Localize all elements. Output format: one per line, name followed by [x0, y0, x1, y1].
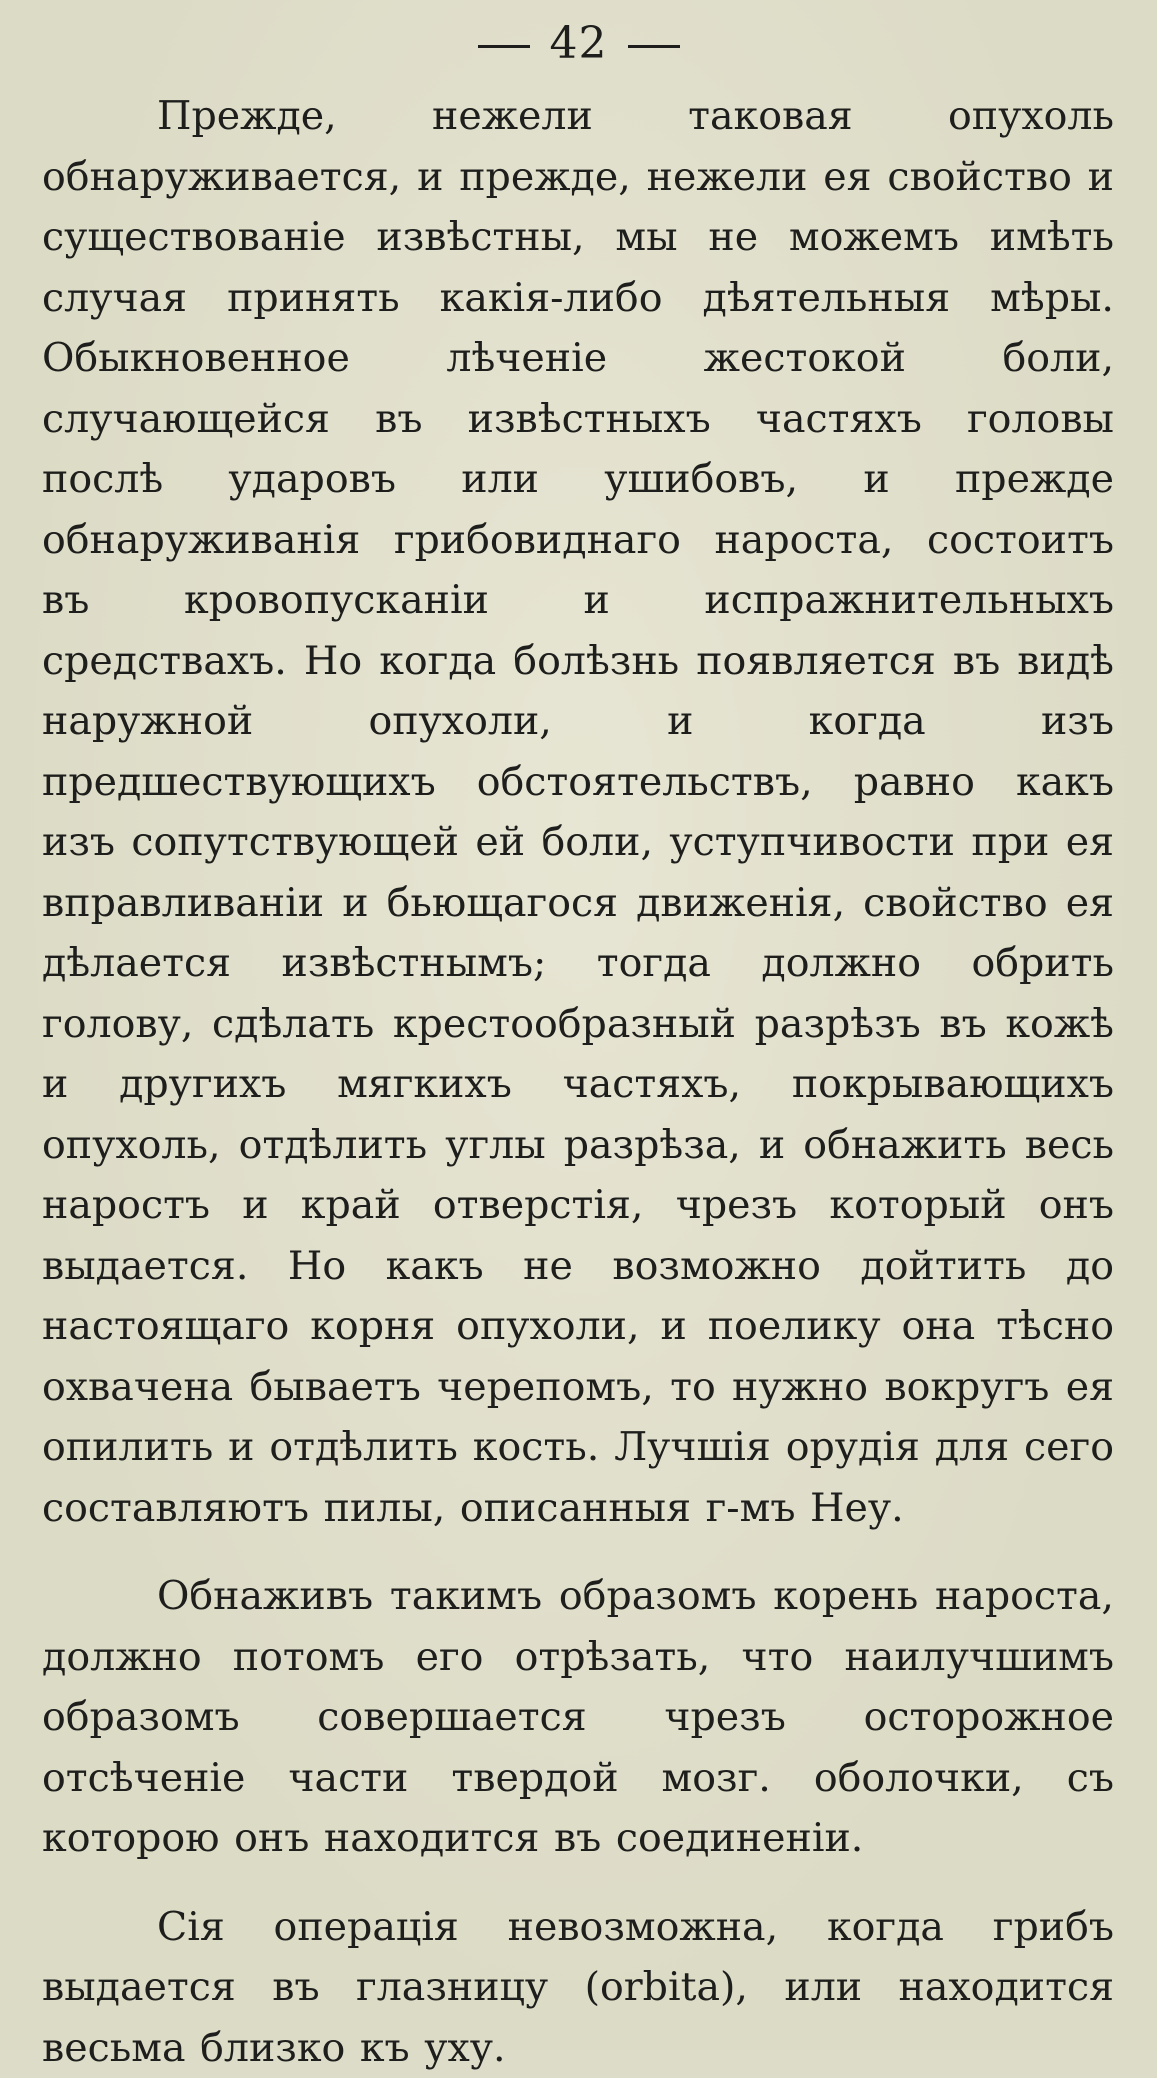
paragraph-1: Прежде, нежели таковая опухоль обнаруживается, и прежде, нежели ея свойство и существованіе извѣстны, мы не можемъ имѣть случая принять какія-либо дѣятельныя мѣры. Обыкновенное лѣченіе жестокой боли, случающейся въ извѣстныхъ частяхъ головы послѣ ударовъ или ушибовъ, и прежде обнаруживанія грибовиднаго нароста, состоитъ въ кровопусканіи и испражнительныхъ средствахъ. Но когда болѣзнь появляется въ видѣ наружной опухоли, и когда изъ предшествующихъ обстоятельствъ, равно какъ изъ сопутствующей ей боли, уступчивости при ея вправливаніи и бьющагося движенія, свойство ея дѣлается извѣстнымъ; тогда должно обрить голову, сдѣлать крестообразный разрѣзъ въ кожѣ и другихъ мягкихъ частяхъ, покрывающихъ опухоль, отдѣлить углы разрѣза, и обнажить весь наростъ и край отверстія, чрезъ который онъ выдается. Но какъ не возможно дойтить до настоящаго корня опухоли, и поелику она тѣсно охвачена бываетъ черепомъ, то нужно вокругъ ея опилить и отдѣлить кость. Лучшія орудія для сего составляютъ пилы, описанныя г-мъ Неу. [42, 86, 1114, 1538]
page-number-right-dash [628, 45, 680, 48]
page-number-text: 42 [550, 18, 608, 69]
paragraph-2: Обнаживъ такимъ образомъ корень нароста, должно потомъ его отрѣзать, что наилучшимъ образомъ совершается чрезъ осторожное отсѣченіе части твердой мозг. оболочки, съ которою онъ находится въ соединеніи. [42, 1566, 1114, 1869]
page-number [0, 14, 1157, 74]
page-number-left-dash [478, 45, 530, 48]
paragraph-3: Сія операція невозможна, когда грибъ выдается въ глазницу (orbita), или находится весьма близко къ уху. [42, 1897, 1114, 2078]
body-text [42, 86, 1114, 2078]
